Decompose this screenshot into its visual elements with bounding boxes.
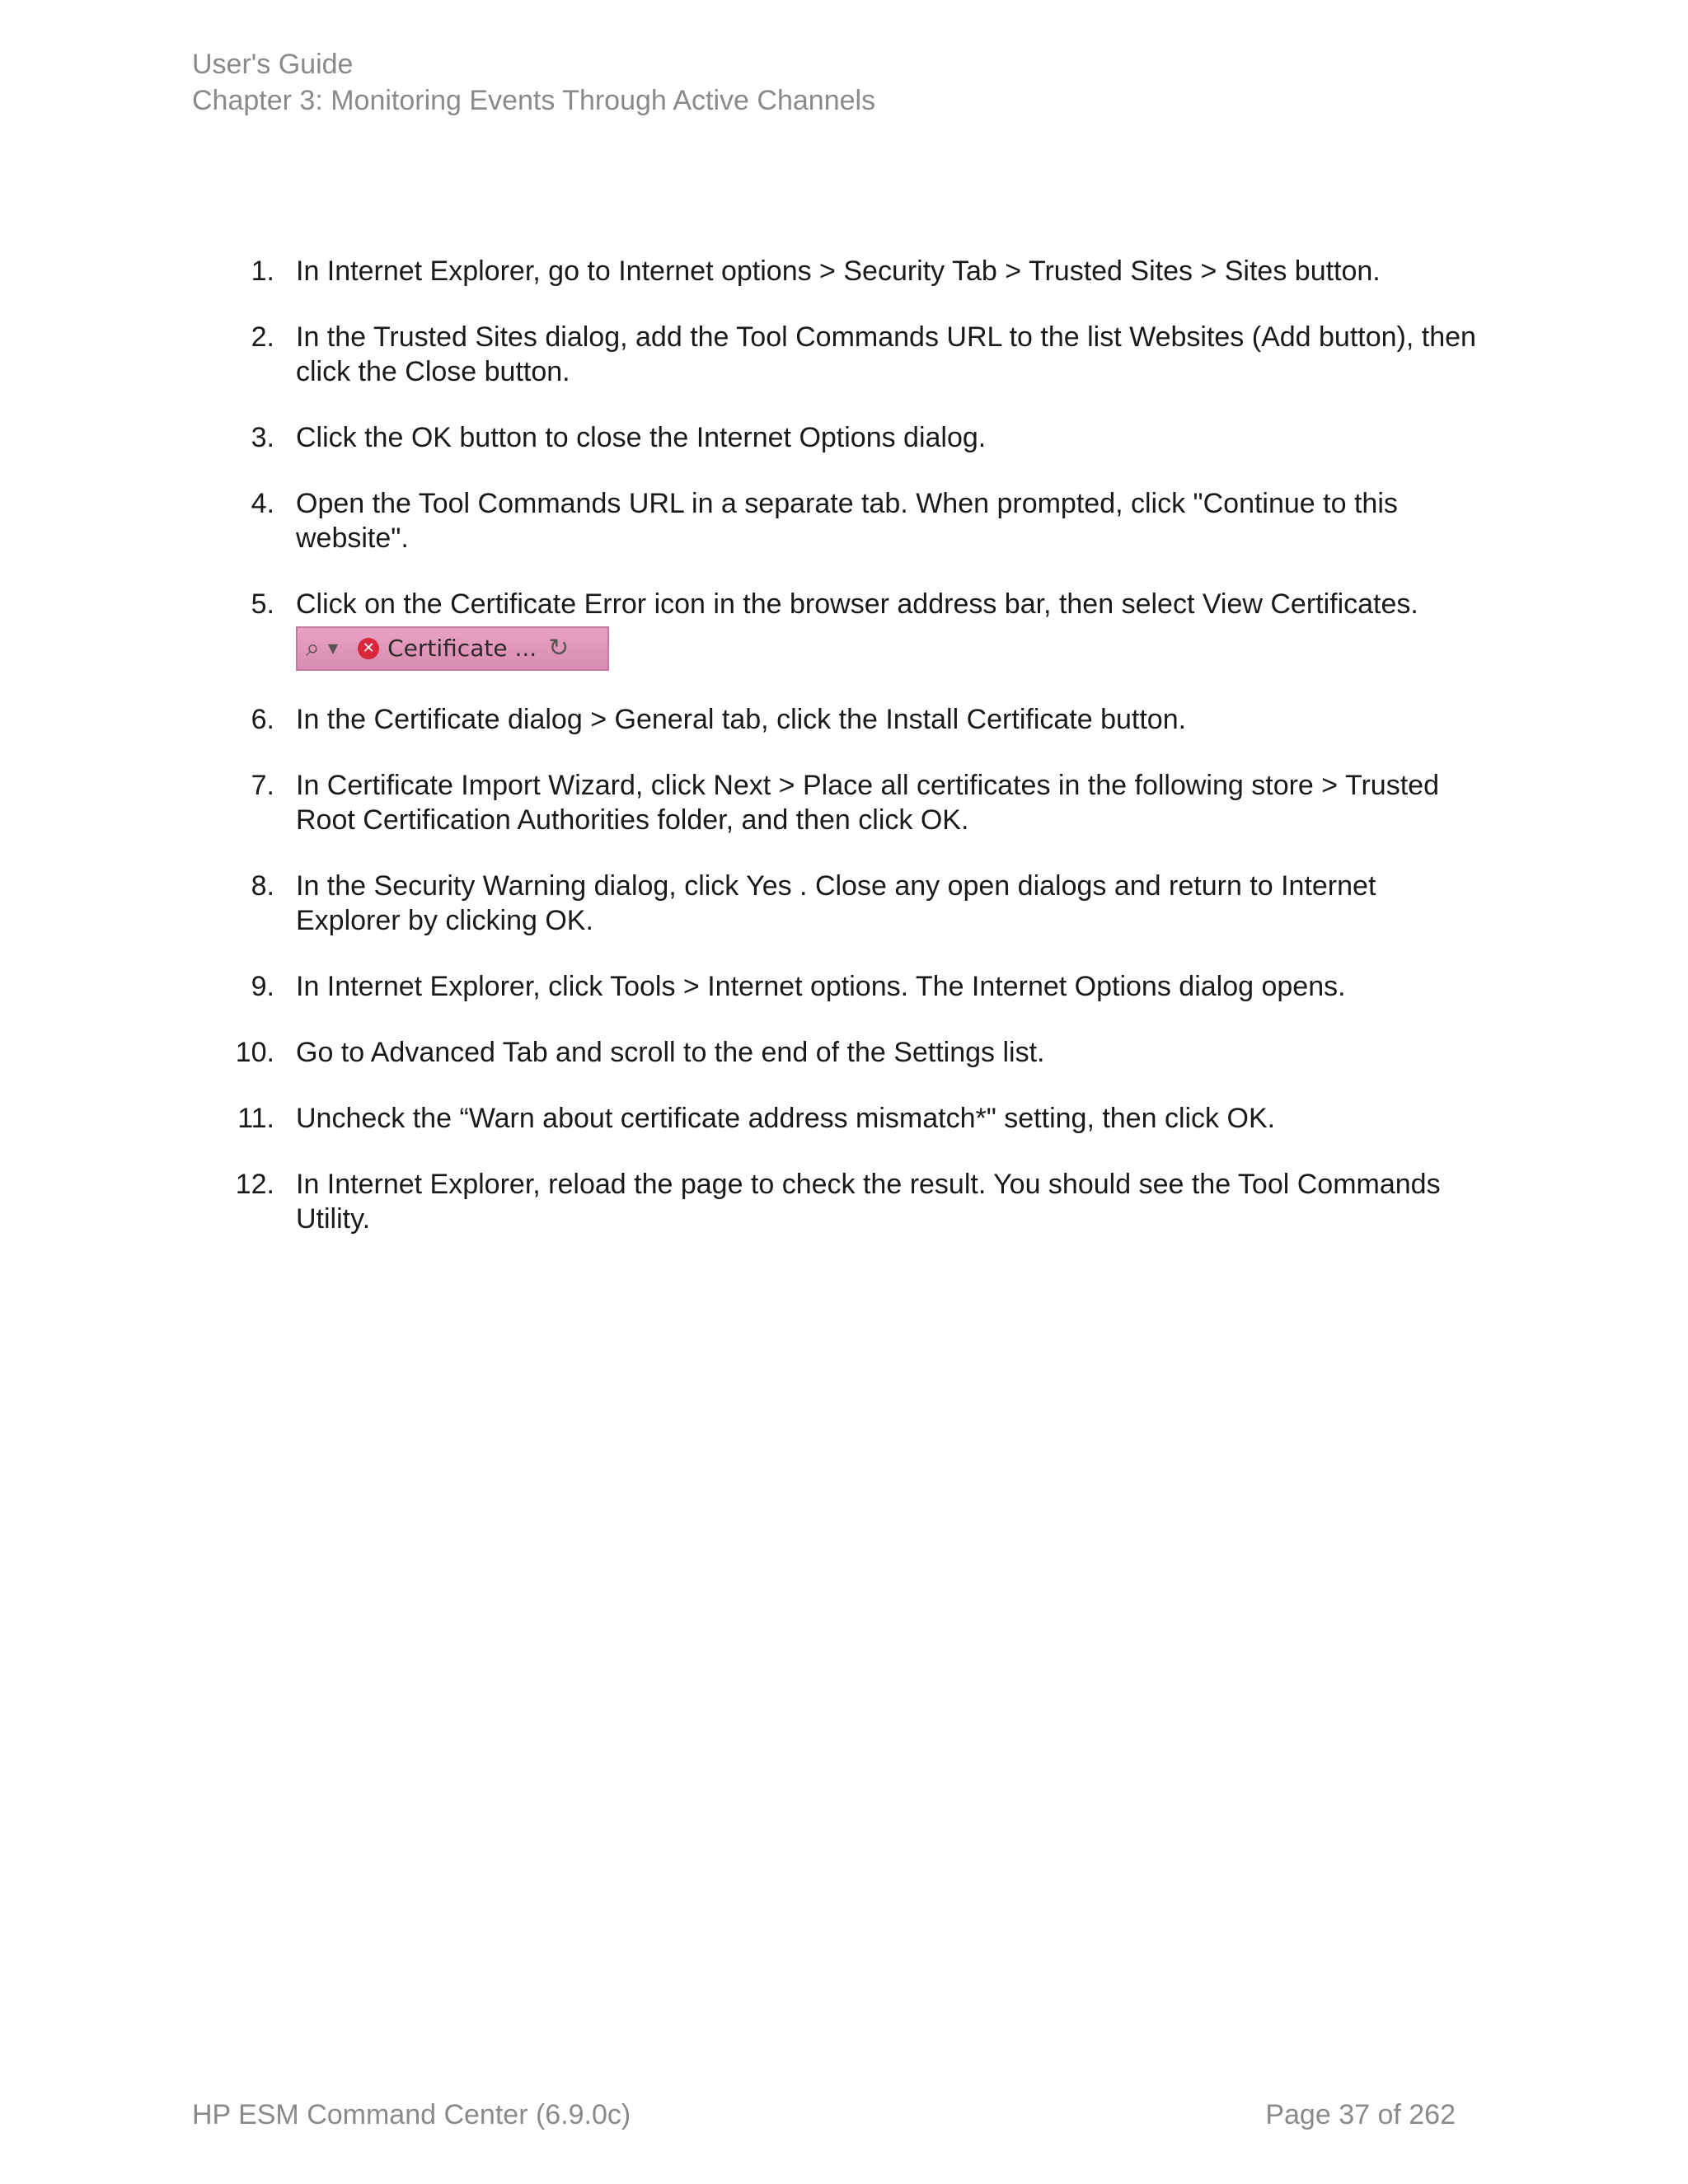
step-item <box>192 969 1478 1004</box>
running-header <box>192 46 875 119</box>
step-number: 10. <box>235 1037 274 1068</box>
step-text: Uncheck the “Warn about certificate address mismatch*" setting, then click OK. <box>296 1103 1276 1134</box>
step-item <box>192 768 1478 837</box>
step-number: 9. <box>251 971 274 1002</box>
footer-page-number: Page 37 of 262 <box>1265 2099 1456 2130</box>
step-item <box>192 486 1478 555</box>
address-bar-screenshot <box>296 626 609 671</box>
refresh-icon: ↻ <box>548 634 570 663</box>
certificate-error-label: Certificate ... <box>387 635 537 662</box>
step-number: 7. <box>251 770 274 801</box>
step-item <box>192 420 1478 455</box>
step-item <box>192 869 1478 938</box>
step-number: 4. <box>251 488 274 519</box>
step-text: In Internet Explorer, click Tools > Internet options. The Internet Options dialog opens. <box>296 971 1346 1002</box>
step-text: Click on the Certificate Error icon in the browser address bar, then select View Certificates. <box>296 588 1418 620</box>
step-text: In the Certificate dialog > General tab, click the Install Certificate button. <box>296 704 1187 735</box>
step-number: 1. <box>251 255 274 287</box>
step-item <box>192 587 1478 671</box>
step-item <box>192 320 1478 389</box>
step-item <box>192 1167 1478 1236</box>
step-number: 2. <box>251 321 274 353</box>
steps-list <box>192 254 1478 1268</box>
step-number: 8. <box>251 870 274 902</box>
dropdown-chevron-icon: ▼ <box>327 640 339 656</box>
footer-product: HP ESM Command Center (6.9.0c) <box>192 2099 631 2130</box>
step-text: In Internet Explorer, reload the page to check the result. You should see the Tool Commands Utility. <box>296 1169 1441 1235</box>
step-item <box>192 702 1478 737</box>
step-number: 3. <box>251 422 274 453</box>
step-text: In Certificate Import Wizard, click Next > Place all certificates in the following store > Trusted Root Certification Authorities folder, and then click OK. <box>296 770 1439 836</box>
step-number: 6. <box>251 704 274 735</box>
guide-title: User's Guide <box>192 49 354 80</box>
step-text: In Internet Explorer, go to Internet options > Security Tab > Trusted Sites > Sites button. <box>296 255 1381 287</box>
step-number: 12. <box>235 1169 274 1200</box>
certificate-error-icon: ✕ <box>358 638 379 659</box>
step-text: Open the Tool Commands URL in a separate tab. When prompted, click "Continue to this website". <box>296 488 1398 554</box>
step-item <box>192 1101 1478 1136</box>
step-item <box>192 254 1478 288</box>
step-text: In the Security Warning dialog, click Yes . Close any open dialogs and return to Internet Explorer by clicking OK. <box>296 870 1376 936</box>
step-number: 11. <box>237 1103 274 1134</box>
chapter-title: Chapter 3: Monitoring Events Through Active Channels <box>192 85 876 116</box>
step-text: In the Trusted Sites dialog, add the Tool Commands URL to the list Websites (Add button), then click the Close button. <box>296 321 1476 387</box>
step-text: Go to Advanced Tab and scroll to the end of the Settings list. <box>296 1037 1045 1068</box>
search-icon: ⌕ <box>306 634 320 663</box>
step-item <box>192 1035 1478 1070</box>
step-number: 5. <box>251 588 274 620</box>
step-text: Click the OK button to close the Internet Options dialog. <box>296 422 987 453</box>
